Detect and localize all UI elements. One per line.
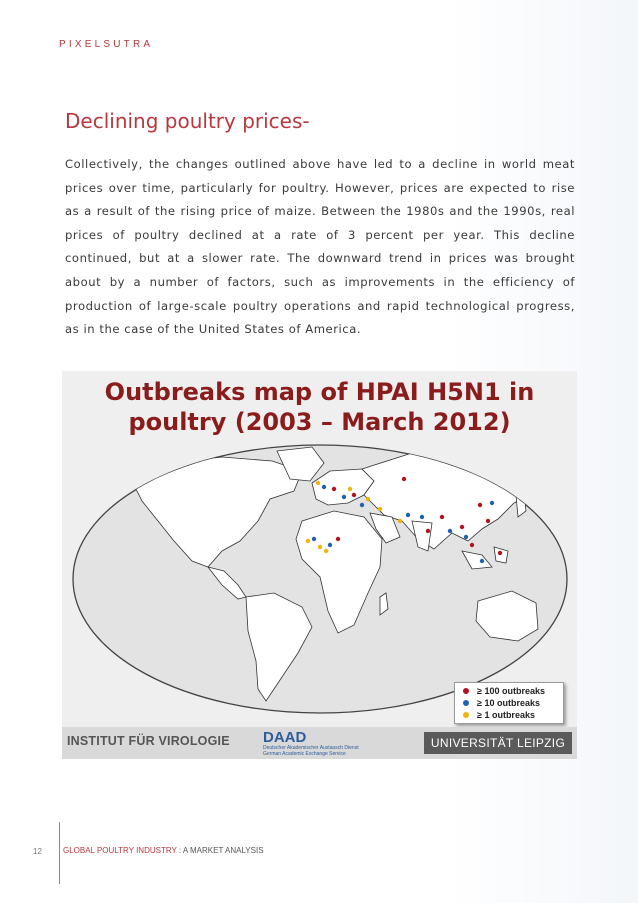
outbreak-marker-blue xyxy=(342,495,346,499)
legend-label: ≥ 1 outbreaks xyxy=(477,709,535,720)
legend-dot-icon xyxy=(463,712,469,718)
footer-title-sub: : A MARKET ANALYSIS xyxy=(176,846,264,855)
outbreak-marker-yellow xyxy=(316,481,320,485)
daad-subtitle-de: Deutscher Akademischer Austausch Dienst xyxy=(263,745,359,751)
leipzig-logo: UNIVERSITÄT LEIPZIG xyxy=(424,732,572,754)
logo-strip xyxy=(62,727,577,759)
outbreak-marker-blue xyxy=(490,501,494,505)
legend-label: ≥ 10 outbreaks xyxy=(477,697,540,708)
brand-logo-text: PIXELSUTRA xyxy=(59,39,154,50)
outbreak-marker-yellow xyxy=(366,497,370,501)
legend-item xyxy=(463,708,535,721)
outbreak-marker-blue xyxy=(420,515,424,519)
section-heading: Declining poultry prices- xyxy=(65,109,310,133)
outbreak-marker-red xyxy=(336,537,340,541)
outbreak-marker-red xyxy=(440,515,444,519)
outbreak-marker-yellow xyxy=(378,507,382,511)
body-paragraph: Collectively, the changes outlined above have led to a decline in world meat prices over time, particularly for poultry. However, prices are expected to rise as a result of the rising price of maize. Between the 1980s and the 1990s, real prices of poultry declined at a rate of 3 percent per year. This decline continued, but at a slower rate. The downward trend in prices was brought about by a number of factors, such as improvements in the efficiency of production of large-scale poultry operations and rapid technological progress, as in the case of the United States of America. xyxy=(65,157,575,337)
outbreak-marker-yellow xyxy=(318,545,322,549)
map-legend xyxy=(454,682,564,724)
outbreak-marker-red xyxy=(352,493,356,497)
daad-wordmark: DAAD xyxy=(263,729,307,746)
outbreak-marker-yellow xyxy=(324,549,328,553)
map-title-line1: Outbreaks map of HPAI H5N1 in xyxy=(104,378,535,406)
outbreak-marker-blue xyxy=(464,535,468,539)
legend-dot-icon xyxy=(463,688,469,694)
page-number: 12 xyxy=(33,847,42,856)
outbreak-marker-blue xyxy=(406,513,410,517)
outbreak-marker-yellow xyxy=(306,539,310,543)
outbreak-marker-red xyxy=(426,529,430,533)
footer-divider xyxy=(59,822,60,884)
outbreak-map-figure xyxy=(62,371,577,759)
new-zealand-shape xyxy=(550,639,558,661)
outbreak-marker-red xyxy=(486,519,490,523)
outbreak-marker-blue xyxy=(328,543,332,547)
outbreak-marker-red xyxy=(460,525,464,529)
outbreak-marker-blue xyxy=(480,559,484,563)
footer-title xyxy=(63,846,264,855)
outbreak-marker-red xyxy=(498,551,502,555)
outbreak-marker-blue xyxy=(312,537,316,541)
outbreak-marker-red xyxy=(478,503,482,507)
outbreak-marker-red xyxy=(332,487,336,491)
outbreak-marker-red xyxy=(470,543,474,547)
legend-dot-icon xyxy=(463,700,469,706)
map-title-line2: poultry (2003 – March 2012) xyxy=(128,408,511,436)
outbreak-marker-blue xyxy=(448,529,452,533)
outbreak-marker-red xyxy=(402,477,406,481)
outbreak-marker-yellow xyxy=(348,487,352,491)
institut-logo-text: INSTITUT FÜR VIROLOGIE xyxy=(67,734,230,748)
outbreak-marker-yellow xyxy=(398,519,402,523)
map-title xyxy=(62,377,577,437)
outbreak-marker-blue xyxy=(360,503,364,507)
daad-logo xyxy=(263,730,359,757)
outbreak-marker-blue xyxy=(322,485,326,489)
legend-label: ≥ 100 outbreaks xyxy=(477,685,545,696)
footer-title-main: GLOBAL POULTRY INDUSTRY xyxy=(63,846,177,855)
daad-subtitle-en: German Academic Exchange Service xyxy=(263,751,346,757)
